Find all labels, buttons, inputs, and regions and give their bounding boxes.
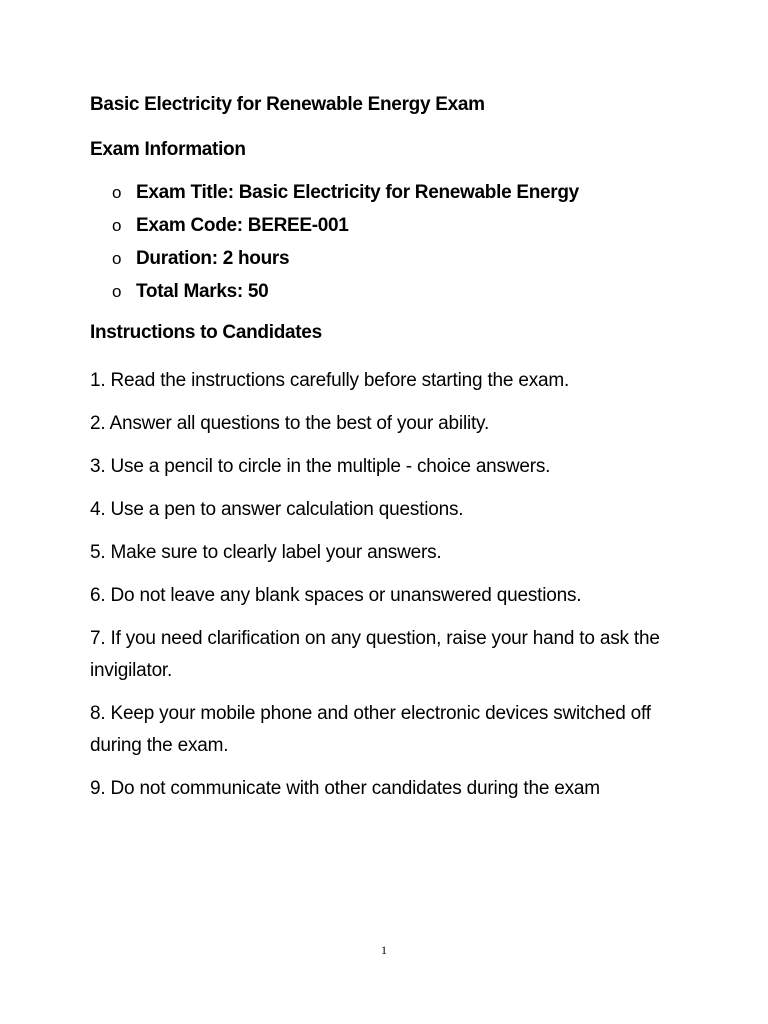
- instructions-heading: Instructions to Candidates: [90, 322, 322, 343]
- exam-information-list: [112, 180, 579, 312]
- exam-info-item: [112, 279, 579, 312]
- bullet-icon: o: [112, 183, 122, 202]
- exam-information-heading: Exam Information: [90, 139, 246, 160]
- instructions-list: [90, 365, 690, 816]
- instruction-item: 5. Make sure to clearly label your answers.: [90, 542, 442, 563]
- instruction-item: 4. Use a pen to answer calculation questions.: [90, 499, 464, 520]
- document-title: Basic Electricity for Renewable Energy Exam: [90, 94, 485, 115]
- page-number: 1: [381, 943, 387, 957]
- bullet-icon: o: [112, 216, 122, 235]
- exam-info-item: [112, 246, 579, 279]
- bullet-icon: o: [112, 282, 122, 301]
- exam-info-text: Total Marks: 50: [136, 281, 269, 302]
- instruction-item: 9. Do not communicate with other candidates during the exam: [90, 778, 600, 799]
- exam-info-text: Exam Code: BEREE-001: [136, 215, 349, 236]
- instruction-item: 8. Keep your mobile phone and other electronic devices switched off during the exam.: [90, 703, 651, 756]
- instruction-item: 2. Answer all questions to the best of your ability.: [90, 413, 490, 434]
- instruction-item: 7. If you need clarification on any question, raise your hand to ask the invigilator.: [90, 628, 660, 681]
- exam-info-text: Duration: 2 hours: [136, 248, 290, 269]
- exam-info-item: [112, 213, 579, 246]
- bullet-icon: o: [112, 249, 122, 268]
- exam-info-text: Exam Title: Basic Electricity for Renewable Energy: [136, 182, 579, 203]
- exam-info-item: [112, 180, 579, 213]
- instruction-item: 1. Read the instructions carefully before starting the exam.: [90, 370, 570, 391]
- instruction-item: 3. Use a pencil to circle in the multiple - choice answers.: [90, 456, 551, 477]
- instruction-item: 6. Do not leave any blank spaces or unanswered questions.: [90, 585, 582, 606]
